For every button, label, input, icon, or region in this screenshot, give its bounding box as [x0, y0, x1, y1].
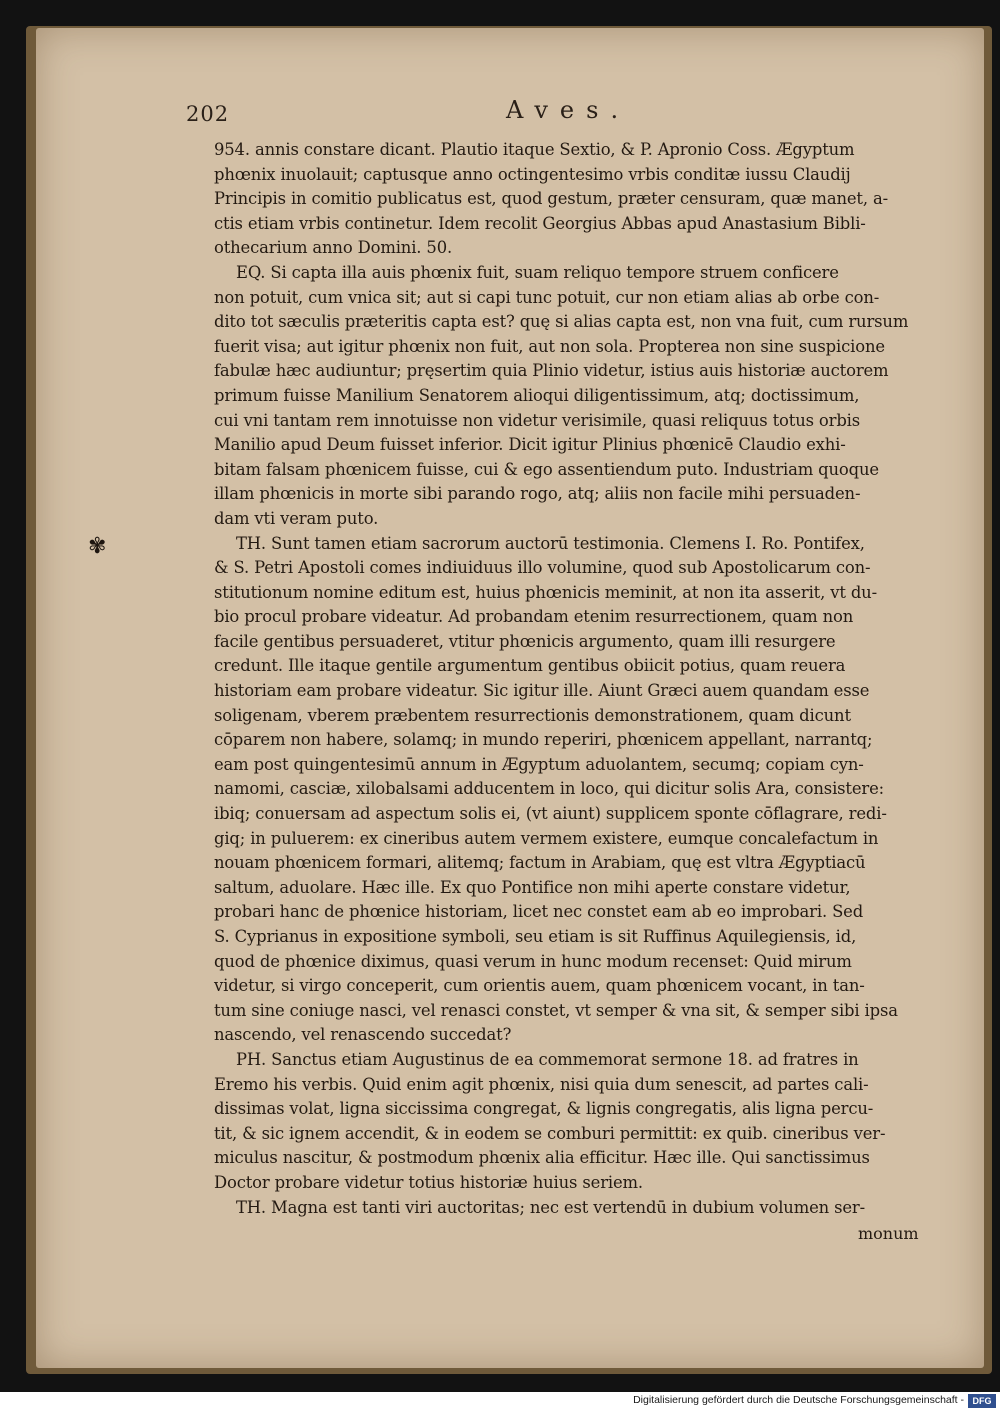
- text-line: fabulæ hæc audiuntur; pręsertim quia Plinio videtur, istius auis historiæ auctorem: [214, 361, 889, 381]
- body-text: [214, 138, 934, 1220]
- text-line: dam vti veram puto.: [214, 508, 379, 528]
- running-title: Aves.: [506, 96, 631, 124]
- text-line: videtur, si virgo conceperit, cum orientis auem, quam phœnicem vocant, in tan-: [214, 976, 865, 996]
- text-line: dito tot sæculis præteritis capta est? quę si alias capta est, non vna fuit, cum rursum: [214, 312, 909, 332]
- text-line: non potuit, cum vnica sit; aut si capi tunc potuit, cur non etiam alias ab orbe con-: [214, 287, 880, 307]
- page-number: 202: [186, 102, 230, 126]
- text-line: ctis etiam vrbis continetur. Idem recolit Georgius Abbas apud Anastasium Bibli-: [214, 213, 866, 233]
- text-line: nouam phœnicem formari, alitemq; factum in Arabiam, quę est vltra Ægyptiacū: [214, 853, 866, 873]
- text-line: TH. Sunt tamen etiam sacrorum auctorū testimonia. Clemens I. Ro. Pontifex,: [236, 533, 865, 553]
- text-line: fuerit visa; aut igitur phœnix non fuit, aut non sola. Propterea non sine suspicione: [214, 336, 885, 356]
- text-line: probari hanc de phœnice historiam, licet nec constet eam ab eo improbari. Sed: [214, 902, 864, 922]
- text-line: eam post quingentesimū annum in Ægyptum aduolantem, secumq; copiam cyn-: [214, 754, 864, 774]
- text-line: 954. annis constare dicant. Plautio itaque Sextio, & P. Apronio Coss. Ægyptum: [214, 140, 855, 159]
- text-line: facile gentibus persuaderet, vtitur phœnicis argumento, quam illi resurgere: [214, 631, 836, 651]
- footer-credit: Digitalisierung gefördert durch die Deutsche Forschungsgemeinschaft -: [633, 1394, 964, 1406]
- text-line: cōparem non habere, solamq; in mundo reperiri, phœnicem appellant, narrantq;: [214, 730, 873, 750]
- running-head: [186, 92, 826, 132]
- text-line: Principis in comitio publicatus est, quod gestum, præter censuram, quæ manet, a-: [214, 189, 888, 209]
- text-line: primum fuisse Manilium Senatorem alioqui diligentissimum, atq; doctissimum,: [214, 385, 860, 405]
- text-line: illam phœnicis in morte sibi parando rogo, atq; aliis non facile mihi persuaden-: [214, 484, 861, 504]
- text-line: dissimas volat, ligna siccissima congregat, & lignis congregatis, alis ligna percu-: [214, 1099, 874, 1119]
- text-line: phœnix inuolauit; captusque anno octingentesimo vrbis conditæ iussu Claudij: [214, 164, 851, 184]
- text-line: PH. Sanctus etiam Augustinus de ea commemorat sermone 18. ad fratres in: [236, 1049, 859, 1069]
- text-line: othecarium anno Domini. 50.: [214, 238, 453, 258]
- dfg-logo: DFG: [968, 1394, 996, 1408]
- text-line: bitam falsam phœnicem fuisse, cui & ego assentiendum puto. Industriam quoque: [214, 459, 879, 479]
- text-line: TH. Magna est tanti viri auctoritas; nec est vertendū in dubium volumen ser-: [236, 1197, 865, 1217]
- text-line: bio procul probare videatur. Ad probandam etenim resurrectionem, quam non: [214, 607, 854, 627]
- text-line: ibiq; conuersam ad aspectum solis ei, (vt aiunt) supplicem sponte cōflagrare, redi-: [214, 804, 887, 824]
- text-line: Doctor probare videtur totius historiæ huius seriem.: [214, 1172, 643, 1192]
- text-line: namomi, casciæ, xilobalsami adducentem in loco, qui dicitur solis Ara, consistere:: [214, 779, 885, 799]
- text-line: credunt. Ille itaque gentile argumentum gentibus obiicit potius, quam reuera: [214, 656, 846, 676]
- text-line: EQ. Si capta illa auis phœnix fuit, suam reliquo tempore struem conficere: [236, 262, 839, 282]
- text-line: quod de phœnice diximus, quasi verum in hunc modum recenset: Quid mirum: [214, 951, 852, 971]
- text-line: cui vni tantam rem innotuisse non videtur verisimile, quasi reliquus totus orbis: [214, 410, 861, 430]
- text-line: miculus nascitur, & postmodum phœnix alia efficitur. Hæc ille. Qui sanctissimus: [214, 1148, 870, 1168]
- text-line: S. Cyprianus in expositione symboli, seu etiam is sit Ruffinus Aquilegiensis, id,: [214, 927, 857, 946]
- margin-ornament: ✾: [88, 534, 107, 559]
- text-line: giq; in puluerem: ex cineribus autem vermem existere, eumque concalefactum in: [214, 828, 879, 848]
- digitization-footer: [0, 1392, 1000, 1411]
- text-line: & S. Petri Apostoli comes indiuiduus illo volumine, quod sub Apostolicarum con-: [214, 558, 871, 578]
- text-line: Eremo his verbis. Quid enim agit phœnix, nisi quia dum senescit, ad partes cali-: [214, 1074, 869, 1094]
- text-line: saltum, aduolare. Hæc ille. Ex quo Pontifice non mihi aperte constare videtur,: [214, 877, 851, 897]
- text-line: stitutionum nomine editum est, huius phœnicis meminit, at non ita asserit, vt du-: [214, 582, 877, 602]
- text-line: historiam eam probare videatur. Sic igitur ille. Aiunt Græci auem quandam esse: [214, 681, 870, 701]
- catchword: monum: [858, 1224, 919, 1243]
- text-line: tit, & sic ignem accendit, & in eodem se comburi permittit: ex quib. cineribus ver-: [214, 1123, 886, 1143]
- text-line: tum sine coniuge nasci, vel renasci constet, vt semper & vna sit, & semper sibi ipsa: [214, 1000, 898, 1020]
- text-line: nascendo, vel renascendo succedat?: [214, 1025, 512, 1045]
- text-line: Manilio apud Deum fuisset inferior. Dicit igitur Plinius phœnicē Claudio exhi-: [214, 435, 846, 455]
- text-line: soligenam, vberem præbentem resurrectionis demonstrationem, quam dicunt: [214, 705, 851, 725]
